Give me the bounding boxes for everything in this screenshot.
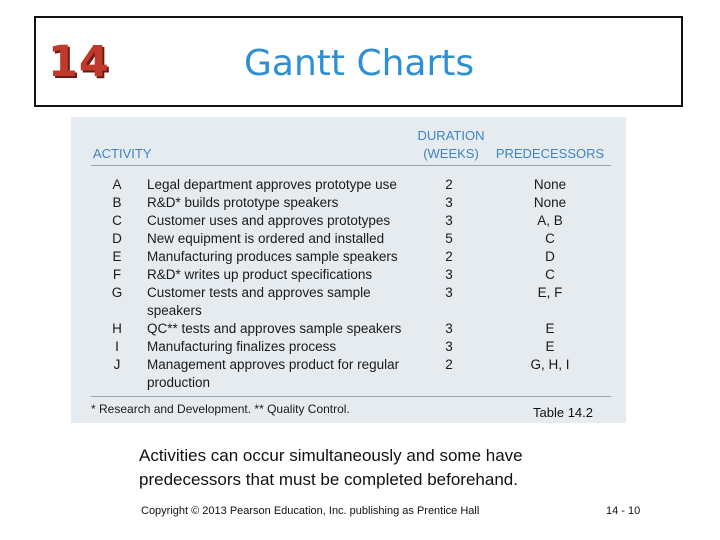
activity-predecessors: E bbox=[545, 339, 555, 354]
activity-description: Customer uses and approves prototypes bbox=[147, 213, 391, 228]
table-row bbox=[71, 266, 626, 284]
table-row bbox=[71, 320, 626, 338]
activity-duration: 3 bbox=[445, 213, 453, 228]
activity-duration: 2 bbox=[445, 249, 453, 264]
activity-description: R&D* writes up product specifications bbox=[147, 267, 373, 282]
column-header-duration bbox=[407, 127, 495, 163]
activity-predecessors: E bbox=[545, 321, 555, 336]
table-row bbox=[71, 194, 626, 212]
activity-duration: 3 bbox=[445, 339, 453, 354]
activity-predecessors: D bbox=[545, 249, 555, 264]
activity-code: I bbox=[115, 339, 119, 354]
table-label: Table 14.2 bbox=[533, 405, 593, 420]
duration-header-line1: DURATION bbox=[417, 128, 485, 143]
column-header-predecessors: PREDECESSORS bbox=[495, 146, 605, 161]
activity-duration: 2 bbox=[445, 177, 453, 192]
activity-predecessors: C bbox=[545, 267, 555, 282]
activity-code: C bbox=[112, 213, 122, 228]
activity-predecessors: None bbox=[533, 177, 567, 192]
copyright-notice: Copyright © 2013 Pearson Education, Inc. publishing as Prentice Hall bbox=[141, 505, 480, 517]
chapter-number: 14 bbox=[48, 37, 110, 87]
table-row bbox=[71, 338, 626, 356]
slide-title: Gantt Charts bbox=[244, 43, 475, 84]
activity-description: Manufacturing finalizes process bbox=[147, 339, 337, 354]
activity-duration: 3 bbox=[445, 267, 453, 282]
activity-duration: 2 bbox=[445, 357, 453, 372]
table-row bbox=[71, 176, 626, 194]
activity-code: F bbox=[112, 267, 122, 282]
table-row bbox=[71, 248, 626, 266]
table-body bbox=[71, 176, 626, 392]
slide-caption: Activities can occur simultaneously and some have predecessors that must be completed beforehand. bbox=[139, 446, 523, 489]
activity-description: QC** tests and approves sample speakers bbox=[147, 321, 402, 336]
activity-code: A bbox=[112, 177, 122, 192]
activity-code: H bbox=[112, 321, 122, 336]
activity-code: G bbox=[111, 285, 123, 300]
activity-code: D bbox=[112, 231, 122, 246]
activity-duration: 3 bbox=[445, 321, 453, 336]
table-footnote: * Research and Development. ** Quality Control. bbox=[91, 402, 350, 416]
activity-description: New equipment is ordered and installed bbox=[147, 231, 385, 246]
activity-code: J bbox=[113, 357, 121, 372]
footer-divider bbox=[91, 396, 611, 397]
activity-description: Legal department approves prototype use bbox=[147, 177, 397, 192]
activity-duration: 3 bbox=[445, 285, 453, 300]
activity-predecessors: A, B bbox=[537, 213, 563, 228]
duration-header-line2: (WEEKS) bbox=[423, 146, 479, 161]
activity-predecessors: C bbox=[545, 231, 555, 246]
header-divider bbox=[91, 165, 611, 166]
table-row bbox=[71, 356, 626, 392]
activity-description: Manufacturing produces sample speakers bbox=[147, 249, 398, 264]
table-row bbox=[71, 212, 626, 230]
activity-table bbox=[71, 117, 626, 423]
activity-predecessors: None bbox=[533, 195, 567, 210]
activity-code: B bbox=[112, 195, 122, 210]
activity-description: R&D* builds prototype speakers bbox=[147, 195, 339, 210]
activity-description: Management approves product for regular production bbox=[147, 357, 400, 390]
table-row bbox=[71, 230, 626, 248]
column-header-activity: ACTIVITY bbox=[93, 146, 152, 161]
activity-duration: 5 bbox=[445, 231, 453, 246]
page-number: 14 - 10 bbox=[606, 505, 641, 517]
activity-predecessors: G, H, I bbox=[530, 357, 570, 372]
activity-description: Customer tests and approves sample speakers bbox=[147, 285, 371, 318]
activity-code: E bbox=[112, 249, 122, 264]
activity-duration: 3 bbox=[445, 195, 453, 210]
activity-predecessors: E, F bbox=[537, 285, 563, 300]
table-row bbox=[71, 284, 626, 320]
